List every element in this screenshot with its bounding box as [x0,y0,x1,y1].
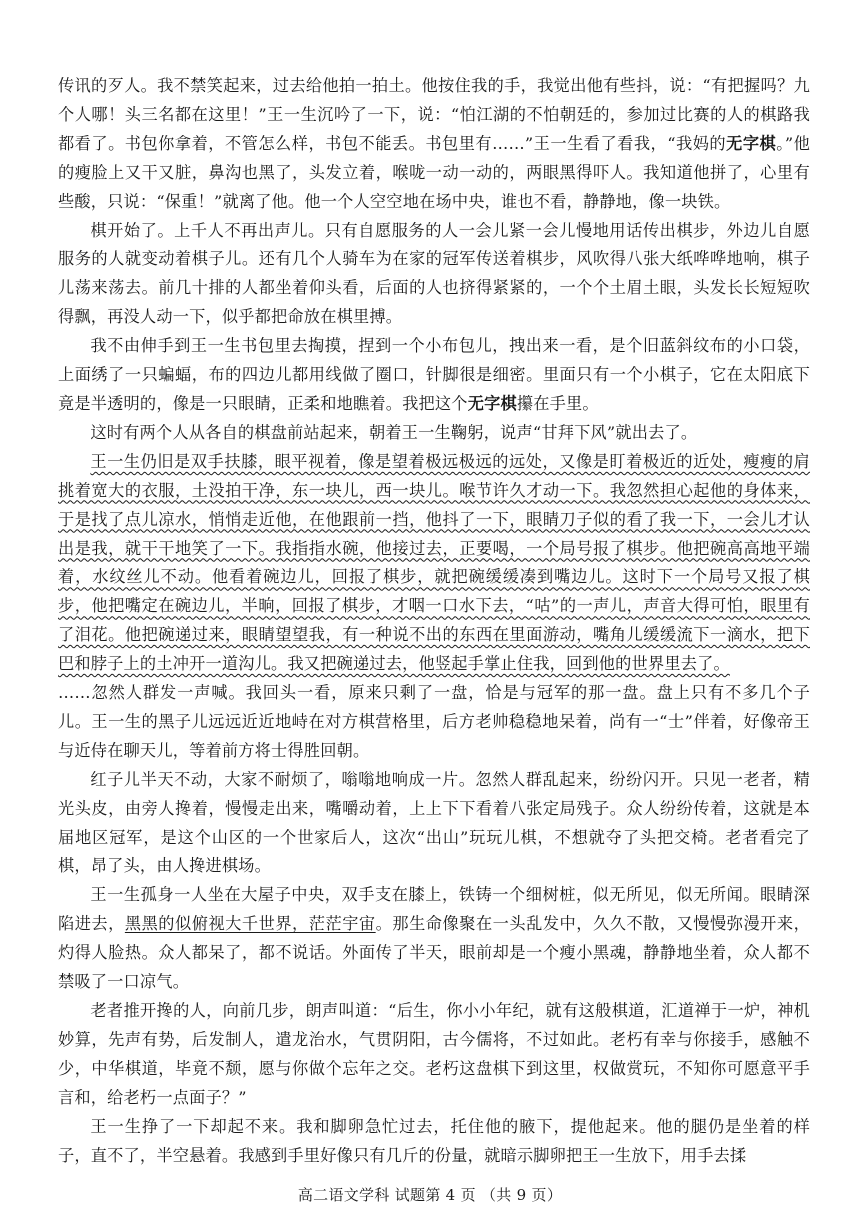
text-run: 王一生孤身一人坐在大屋子中央，双手支在膝上，铁铸一个细树桩，似无所见，似无所闻。眼睛深陷进去， [58,885,810,934]
paragraph [58,72,810,217]
text-run: 王一生挣了一下却起不来。我和脚卵急忙过去，托住他的腋下，提他起来。他的腿仍是坐着的样子，直不了，半空悬着。我感到手里好像只有几斤的份量，就暗示脚卵把王一生放下，用手去揉 [58,1116,810,1165]
text-run: 棋开始了。上千人不再出声儿。只有自愿服务的人一会儿紧一会儿慢地用话传出棋步，外边儿自愿服务的人就变动着棋子儿。还有几个人骑车为在家的冠军传送着棋步，风吹得八张大纸哗哗地响，棋子儿荡来荡去。前几十排的人都坐着仰头看，后面的人也挤得紧紧的，一个个土眉土眼，头发长长短短吹得飘，再没人动一下，似乎都把命放在棋里搏。 [58,220,810,327]
underlined-phrase: 黑黑的似俯视大千世界，茫茫宇宙 [124,914,376,934]
text-run: ……忽然人群发一声喊。我回头一看，原来只剩了一盘，恰是与冠军的那一盘。盘上只有不多几个子儿。王一生的黑子儿远远近近地峙在对方棋营格里，后方老帅稳稳地呆着，尚有一“士”伴着，好像帝王与近侍在聊天儿，等着前方将士得胜回朝。 [58,683,810,760]
text-run: 。”他的瘦脸上又干又脏，鼻沟也黑了，头发立着，喉咙一动一动的，两眼黑得吓人。我知道他拼了，心里有些酸，只说：“保重！”就离了他。他一个人空空地在场中央，谁也不看，静静地，像一块铁。 [58,133,810,211]
text-run: 攥在手里。 [516,393,599,413]
page-body [58,72,810,1170]
paragraph [58,679,810,766]
paragraph [58,1113,810,1171]
paragraph [58,332,810,419]
text-run: 。那生命像聚在一头乱发中，久久不散，又慢慢弥漫开来，灼得人脸热。众人都呆了，都不说话。外面传了半天，眼前却是一个瘦小黑魂，静静地坐着，众人都不禁吸了一口凉气。 [58,914,810,992]
paragraph [58,766,810,882]
text-run: 老者推开搀的人，向前几步，朗声叫道：“后生，你小小年纪，就有这般棋道，汇道禅于一炉，神机妙算，先声有势，后发制人，遣龙治水，气贯阴阳，古今儒将，不过如此。老朽有幸与你接手，感触不少，中华棋道，毕竟不颓，愿与你做个忘年之交。老朽这盘棋下到这里，权做赏玩，不知你可愿意平手言和，给老朽一点面子？” [58,1001,810,1107]
bold-term: 无字棋 [467,393,517,413]
paragraph [58,997,810,1113]
paragraph [58,419,810,448]
bold-term: 无字棋 [726,133,777,153]
text-run: 我不由伸手到王一生书包里去掏摸，捏到一个小布包儿，拽出来一看，是个旧蓝斜纹布的小口袋，上面绣了一只蝙蝠，布的四边儿都用线做了圈口，针脚很是细密。里面只有一个小棋子，它在太阳底下竟是半透明的，像是一只眼睛，正柔和地瞧着。我把这个 [58,336,810,413]
paragraph [58,881,810,997]
wavy-underlined-passage: 王一生仍旧是双手扶膝，眼平视着，像是望着极远极远的远处，又像是盯着极近的近处，瘦瘦的肩挑着宽大的衣服，土没拍干净，东一块儿，西一块儿。喉节许久才动一下。我忽然担心起他的身体来，于是找了点儿凉水，悄悄走近他，在他跟前一挡，他抖了一下，眼睛刀子似的看了我一下，一会儿才认出是我，就干干地笑了一下。我指指水碗，他接过去，正要喝，一个局号报了棋步。他把碗高高地平端着，水纹丝儿不动。他看着碗边儿，回报了棋步，就把碗缓缓凑到嘴边儿。这时下一个局号又报了棋步，他把嘴定在碗边儿，半晌，回报了棋步，才咽一口水下去，“咕”的一声儿，声音大得可怕，眼里有了泪花。他把碗递过来，眼睛望望我，有一种说不出的东西在里面游动，嘴角儿缓缓流下一滴水，把下巴和脖子上的土冲开一道沟儿。我又把碗递过去，他竖起手掌止住我，回到他的世界里去了。 [58,451,810,674]
paragraph [58,217,810,333]
text-run: 红子儿半天不动，大家不耐烦了，嗡嗡地响成一片。忽然人群乱起来，纷纷闪开。只见一老者，精光头皮，由旁人搀着，慢慢走出来，嘴嚼动着，上上下下看着八张定局残子。众人纷纷传着，这就是本届地区冠军，是这个山区的一个世家后人，这次“出山”玩玩儿棋，不想就夺了头把交椅。老者看完了棋，昂了头，由人搀进棋场。 [58,769,810,876]
text-run: 这时有两个人从各自的棋盘前站起来，朝着王一生鞠躬，说声“甘拜下风”就出去了。 [90,422,698,442]
page-footer: 高二语文学科 试题第 4 页 （共 9 页） [297,1186,563,1204]
text-run: 传讯的歹人。我不禁笑起来，过去给他拍一拍土。他按住我的手，我觉出他有些抖，说：“有把握吗？九个人哪！头三名都在这里！”王一生沉吟了一下，说：“怕江湖的不怕朝廷的，参加过比赛的人的棋路我都看了。书包你拿着，不管怎么样，书包不能丢。书包里有……”王一生看了看我，“我妈的 [58,76,810,153]
paragraph [58,448,810,679]
